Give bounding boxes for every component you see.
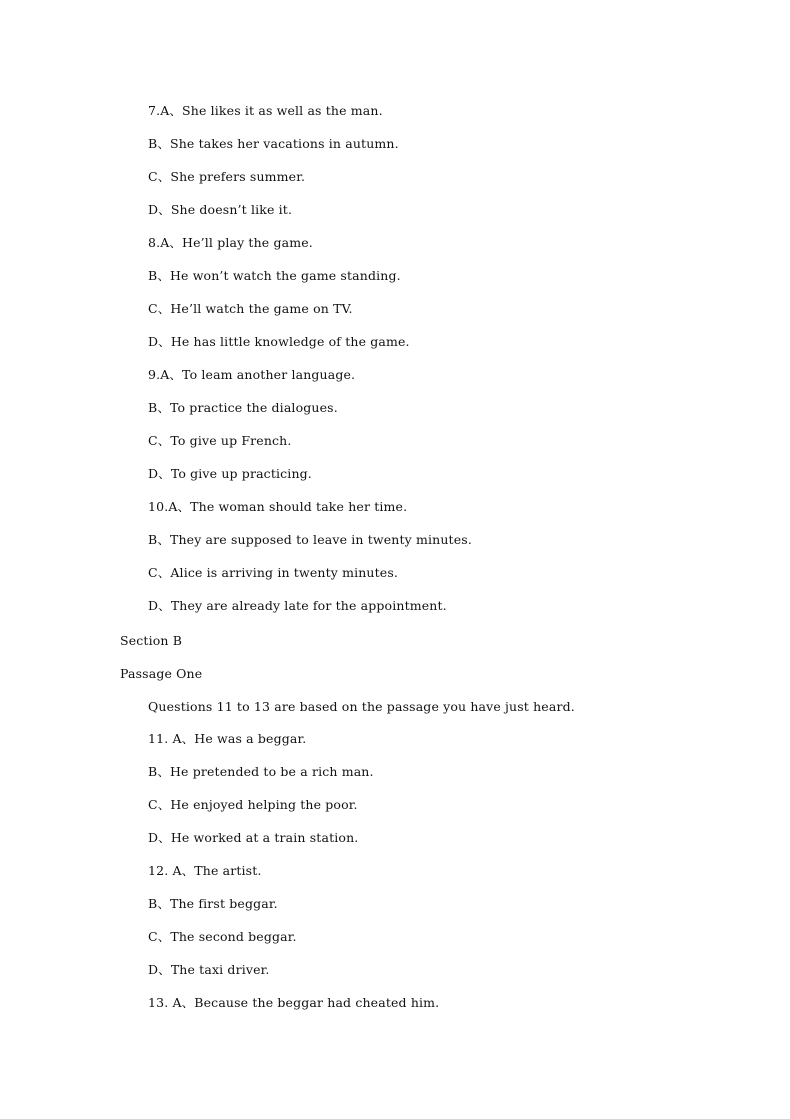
q8-option-b: B、He won’t watch the game standing. xyxy=(148,268,401,283)
q8-option-d: D、He has little knowledge of the game. xyxy=(148,334,410,349)
q9-option-b: B、To practice the dialogues. xyxy=(148,400,338,415)
q11-option-b: B、He pretended to be a rich man. xyxy=(148,764,374,779)
q12-option-a: 12. A、The artist. xyxy=(148,863,262,878)
q12-option-b: B、The first beggar. xyxy=(148,896,278,911)
q13-option-a: 13. A、Because the beggar had cheated him. xyxy=(148,995,440,1010)
section-heading: Section B xyxy=(120,633,183,648)
q8-option-c: C、He’ll watch the game on TV. xyxy=(148,301,353,316)
q12-option-d: D、The taxi driver. xyxy=(148,962,270,977)
q9-option-c: C、To give up French. xyxy=(148,433,292,448)
q7-option-b: B、She takes her vacations in autumn. xyxy=(148,136,399,151)
q7-option-c: C、She prefers summer. xyxy=(148,169,306,184)
q10-option-b: B、They are supposed to leave in twenty minutes. xyxy=(148,532,472,547)
q10-option-a: 10.A、The woman should take her time. xyxy=(148,499,408,514)
q11-option-a: 11. A、He was a beggar. xyxy=(148,731,307,746)
q10-option-d: D、They are already late for the appointment. xyxy=(148,598,447,613)
q9-option-a: 9.A、To leam another language. xyxy=(148,367,356,382)
q10-option-c: C、Alice is arriving in twenty minutes. xyxy=(148,565,399,580)
q12-option-c: C、The second beggar. xyxy=(148,929,297,944)
passage-heading: Passage One xyxy=(120,666,203,681)
q8-option-a: 8.A、He’ll play the game. xyxy=(148,235,313,250)
q7-option-d: D、She doesn’t like it. xyxy=(148,202,293,217)
passage-instructions: Questions 11 to 13 are based on the passage you have just heard. xyxy=(148,699,575,714)
q9-option-d: D、To give up practicing. xyxy=(148,466,312,481)
q11-option-c: C、He enjoyed helping the poor. xyxy=(148,797,358,812)
q11-option-d: D、He worked at a train station. xyxy=(148,830,359,845)
q7-option-a: 7.A、She likes it as well as the man. xyxy=(148,103,383,118)
